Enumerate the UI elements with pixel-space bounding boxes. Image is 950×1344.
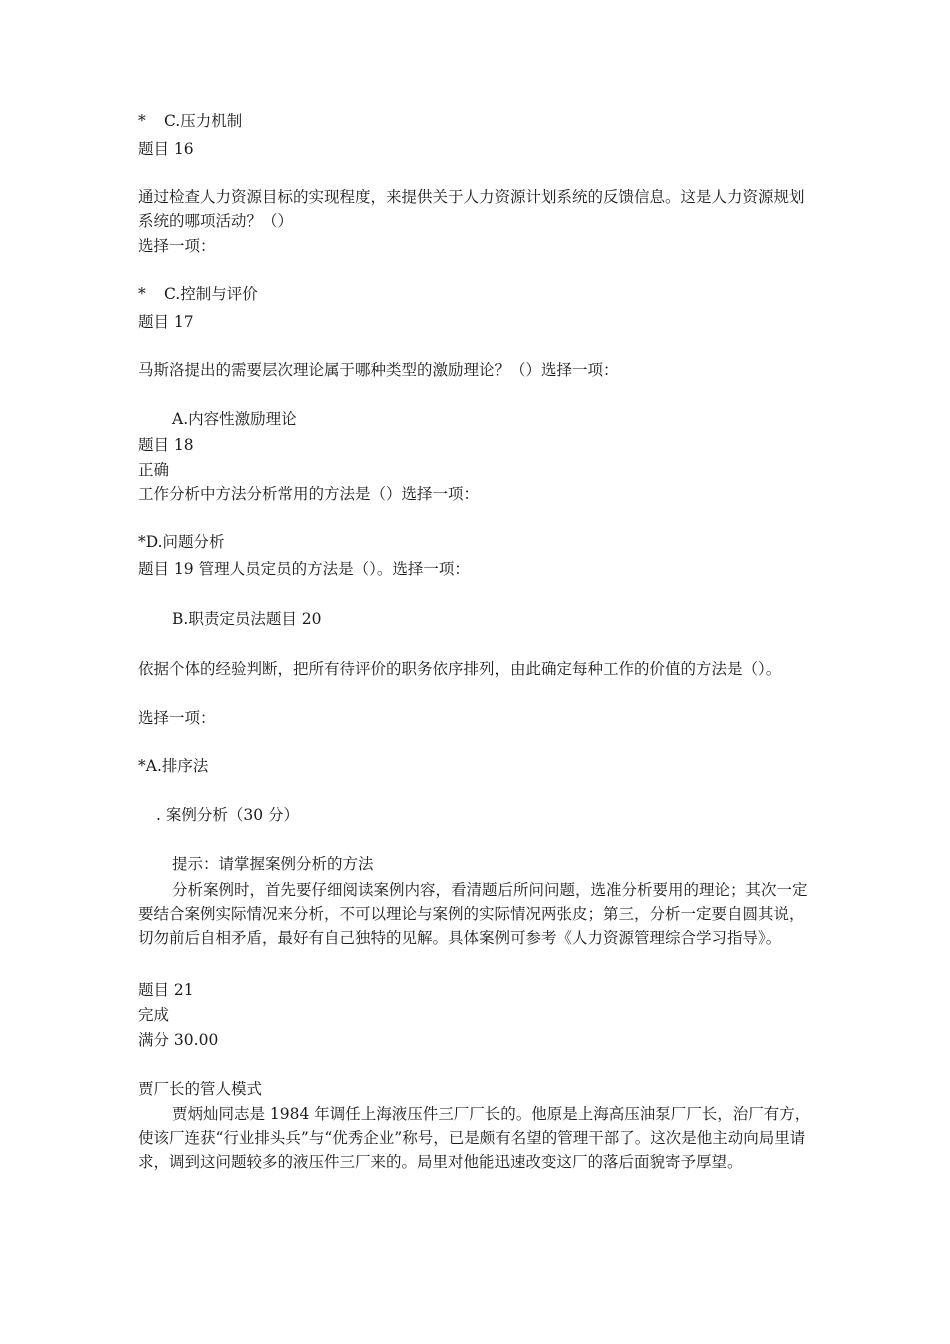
option-text: C.压力机制 xyxy=(164,112,243,130)
select-one-prompt: 选择一项： xyxy=(138,237,216,255)
status-complete: 完成 xyxy=(138,1006,170,1024)
option-text: C.控制与评价 xyxy=(164,285,258,303)
option-c-pressure-mechanism xyxy=(138,109,242,133)
case-title: 贾厂长的管人模式 xyxy=(138,1080,263,1098)
section-case-analysis: . 案例分析（30 分） xyxy=(156,806,300,824)
option-a-ranking-method: *A.排序法 xyxy=(138,757,209,775)
question-21-heading: 题目 21 xyxy=(138,981,194,999)
option-marker: * xyxy=(138,112,146,130)
option-c-control-evaluation xyxy=(138,282,258,306)
question-16-heading: 题目 16 xyxy=(138,140,194,158)
question-18-text: 工作分析中方法分析常用的方法是（）选择一项： xyxy=(138,485,480,503)
option-d-problem-analysis: *D.问题分析 xyxy=(138,533,225,551)
full-score: 满分 30.00 xyxy=(138,1031,219,1049)
question-17-heading: 题目 17 xyxy=(138,313,194,331)
question-16-text: 通过检查人力资源目标的实现程度，来提供关于人力资源计划系统的反馈信息。这是人力资源规划系统的哪项活动？（） xyxy=(138,188,805,230)
case-paragraph: 贾炳灿同志是 1984 年调任上海液压件三厂厂长的。他原是上海高压油泵厂厂长，治厂有方，使该厂连获“行业排头兵”与“优秀企业”称号，已是颇有名望的管理干部了。这次是他主动向局里请求，调到这问题较多的液压件三厂来的。局里对他能迅速改变这厂的落后面貌寄予厚望。 xyxy=(138,1105,811,1171)
option-b-duty-staffing: B.职责定员法题目 20 xyxy=(172,610,322,628)
question-17-text: 马斯洛提出的需要层次理论属于哪种类型的激励理论？（）选择一项： xyxy=(138,361,619,379)
select-one-prompt: 选择一项： xyxy=(138,709,216,727)
hint-paragraph: 分析案例时，首先要仔细阅读案例内容，看清题后所问问题，选准分析要用的理论；其次一定要结合案例实际情况来分析，不可以理论与案例的实际情况两张皮；第三，分析一定要自圆其说，切勿前后自相矛盾，最好有自己独特的见解。具体案例可参考《人力资源管理综合学习指导》。 xyxy=(138,881,808,947)
option-a-content-theory: A.内容性激励理论 xyxy=(172,410,297,428)
status-correct: 正确 xyxy=(138,461,170,479)
hint-text: 提示：请掌握案例分析的方法 xyxy=(172,855,374,873)
question-19-text: 题目 19 管理人员定员的方法是（）。选择一项： xyxy=(138,560,470,578)
option-marker: * xyxy=(138,285,146,303)
question-18-heading: 题目 18 xyxy=(138,436,194,454)
question-20-text: 依据个体的经验判断，把所有待评价的职务依序排列，由此确定每种工作的价值的方法是（）。 xyxy=(138,660,782,678)
